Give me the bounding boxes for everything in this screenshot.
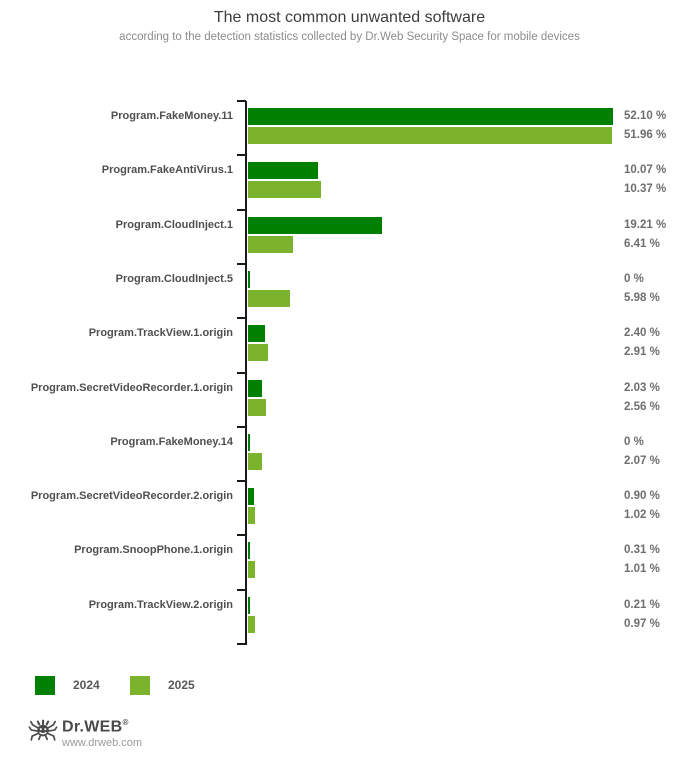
- drweb-spider-icon: [28, 717, 58, 744]
- bar-2025: [248, 399, 266, 416]
- registered-mark: ®: [122, 718, 129, 727]
- bar-2024: [248, 271, 250, 288]
- chart-row: [0, 101, 699, 155]
- brand-logo-text: [62, 718, 129, 736]
- bar-2024: [248, 162, 318, 179]
- bar-2025: [248, 236, 293, 253]
- bar-2024: [248, 542, 250, 559]
- category-label: Program.SecretVideoRecorder.2.origin: [30, 490, 233, 503]
- category-label: Program.CloudInject.5: [115, 272, 233, 285]
- value-label-2024: 2.40 %: [624, 327, 660, 340]
- legend-label: 2024: [73, 678, 100, 692]
- chart-row: [0, 210, 699, 264]
- value-label-2024: 2.03 %: [624, 381, 660, 394]
- value-label-2024: 52.10 %: [624, 110, 667, 122]
- chart-subtitle: according to the detection statistics collected by Dr.Web Security Space for mobile devices: [119, 31, 580, 43]
- plot-area: [0, 101, 699, 646]
- category-label: Program.FakeMoney.11: [110, 110, 233, 122]
- value-label-2024: 0.90 %: [624, 490, 660, 503]
- value-label-2024: 0.31 %: [624, 544, 660, 557]
- bar-2025: [248, 127, 612, 144]
- value-label-2025: 1.01 %: [624, 563, 660, 576]
- value-label-2025: 2.91 %: [624, 346, 660, 359]
- category-label: Program.CloudInject.1: [115, 218, 233, 231]
- bar-2025: [248, 561, 255, 578]
- value-label-2024: 10.07 %: [624, 164, 667, 177]
- bar-2025: [248, 616, 255, 633]
- legend-item: [35, 676, 125, 695]
- bar-2024: [248, 380, 262, 397]
- website-url: www.drweb.com: [62, 737, 143, 749]
- category-label: Program.SecretVideoRecorder.1.origin: [30, 381, 233, 394]
- bar-2024: [248, 597, 250, 614]
- value-label-2024: 0.21 %: [624, 598, 660, 611]
- category-label: Program.FakeMoney.14: [110, 435, 233, 448]
- bar-2024: [248, 217, 382, 234]
- value-label-2025: 2.07 %: [624, 454, 660, 467]
- legend: [0, 676, 699, 696]
- category-label: Program.FakeAntiVirus.1: [101, 164, 233, 177]
- bar-2025: [248, 453, 262, 470]
- value-label-2024: 0 %: [624, 272, 644, 285]
- bar-2024: [248, 108, 613, 125]
- bar-2024: [248, 488, 254, 505]
- chart-row: [0, 590, 699, 644]
- bar-2024: [248, 434, 250, 451]
- chart-row: [0, 155, 699, 209]
- legend-item: [130, 676, 220, 695]
- chart-row: [0, 481, 699, 535]
- chart-title: The most common unwanted software: [213, 9, 486, 26]
- legend-label: 2025: [168, 678, 195, 692]
- bar-2025: [248, 344, 268, 361]
- value-label-2025: 2.56 %: [624, 400, 660, 413]
- value-label-2025: 51.96 %: [624, 129, 667, 141]
- chart-row: [0, 264, 699, 318]
- legend-swatch-icon: [130, 676, 150, 695]
- bar-2024: [248, 325, 265, 342]
- chart-row: [0, 318, 699, 372]
- value-label-2025: 10.37 %: [624, 183, 667, 196]
- brand-name: Dr.WEB: [62, 718, 123, 736]
- value-label-2024: 19.21 %: [624, 218, 667, 231]
- category-label: Program.TrackView.1.origin: [88, 327, 233, 340]
- bar-2025: [248, 507, 255, 524]
- chart-row: [0, 535, 699, 589]
- value-label-2025: 6.41 %: [624, 237, 660, 250]
- bar-2025: [248, 290, 290, 307]
- value-label-2025: 0.97 %: [624, 617, 660, 630]
- chart-row: [0, 427, 699, 481]
- chart-row: [0, 373, 699, 427]
- category-label: Program.TrackView.2.origin: [88, 598, 233, 611]
- value-label-2024: 0 %: [624, 435, 644, 448]
- footer: [28, 714, 328, 756]
- category-label: Program.SnoopPhone.1.origin: [74, 544, 233, 557]
- bar-2025: [248, 181, 321, 198]
- legend-swatch-icon: [35, 676, 55, 695]
- value-label-2025: 1.02 %: [624, 509, 660, 522]
- value-label-2025: 5.98 %: [624, 291, 660, 304]
